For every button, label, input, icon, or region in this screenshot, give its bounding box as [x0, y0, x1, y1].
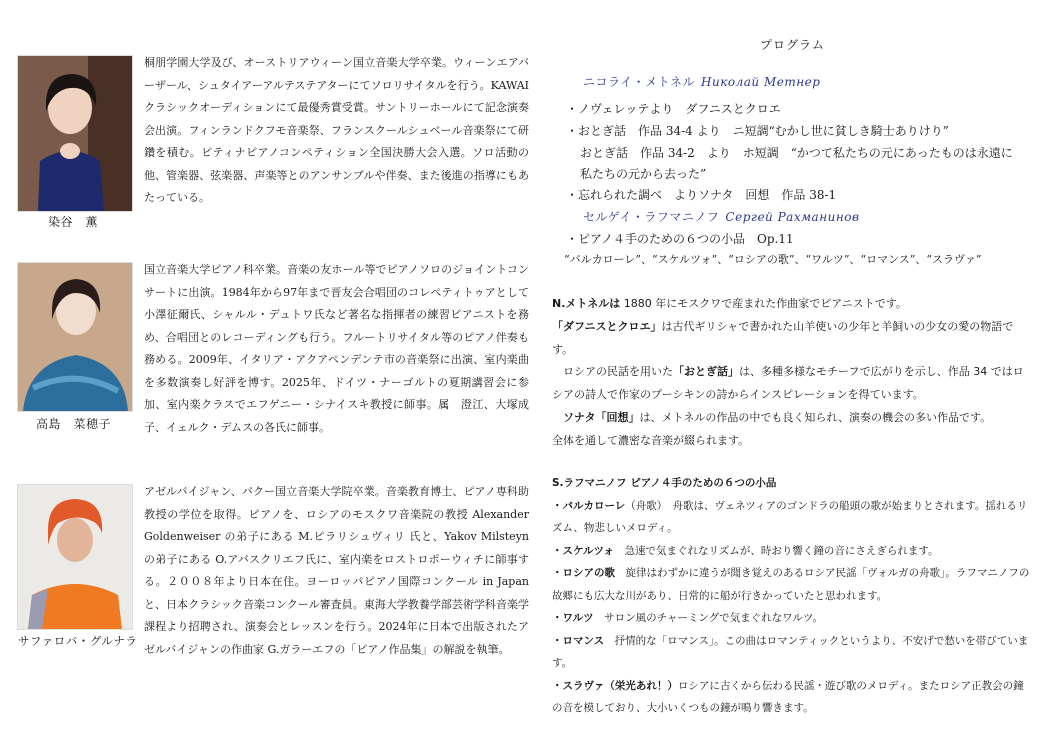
notes-medtner [552, 293, 1027, 453]
notes-rachmaninoff [552, 472, 1032, 720]
note-item [552, 495, 1032, 540]
note-text: サロン風のチャーミングで気まぐれなワルツ。 [593, 612, 824, 624]
composer-medtner [583, 73, 820, 90]
note-text: 旋律はわずかに違うが聞き覚えのあるロシア民謡「ヴォルガの舟歌」。ラフマニノフの故郷にも広大な川があり、日常的に船が行きかっていたと思われます。 [552, 567, 1030, 602]
note-bold: N.メトネルは [552, 297, 621, 310]
note-line [552, 361, 1027, 407]
program-item: 私たちの元から去った” [580, 167, 707, 181]
performer-bio-1 [144, 52, 529, 210]
performer-bio-2 [144, 259, 529, 439]
note-text: は、メトネルの作品の中でも良く知られ、演奏の機会の多い作品です。 [639, 410, 992, 424]
note-bold: ソナタ「回想」 [563, 410, 640, 424]
note-line [552, 407, 1027, 430]
note-bold: 「ダフニスとクロエ」 [552, 319, 662, 333]
note-bold: ・ロシアの歌 [552, 567, 615, 579]
note-text: ロシアの民話を用いた [552, 365, 673, 379]
program-item: “バルカローレ”、“スケルツォ”、“ロシアの歌”、“ワルツ”、“ロマンス”、“スラヴァ” [564, 253, 982, 266]
note-bold: ・バルカローレ [552, 499, 626, 512]
note-line: 全体を通して濃密な音楽が綴られます。 [552, 433, 750, 447]
note-text: は古代ギリシャで書かれた山羊使いの少年と羊飼いの少女の愛の物語です。 [552, 319, 1014, 356]
note-text: 急速で気まぐれなリズムが、時おり響く鐘の音にさえぎられます。 [614, 544, 939, 557]
bio-text: アゼルバイジャン、バクー国立音楽大学院卒業。音楽教育博士、ピアノ専科助教授の学位を取得。ピアノを、ロシアのモスクワ音楽院の教授 Alexander Goldenweiser の弟子にある M.ピラリシュヴィリ 氏と、Yakov Milsteyn の弟子にある O.アバスクリエフ氏に、室内楽をロストロポーウィチに師事する。２００８年より日本在住。ヨーロッパピアノ国際コンクール in Japan と、日本クラシック音楽コンクール審査員。東海大学教養学部芸術学科音楽学課程より招聘され、演奏会とレッスンを行う。2024年に日本で出版されたアゼルバイジャンの作曲家 G.ガラーエフの「ピアノ作品集」の解説を執筆。 [144, 485, 529, 656]
note-line [552, 316, 1027, 362]
note-text: ロシアに古くから伝わる民謡・遊び歌のメロディ。またロシア正教会の鐘の音を模しており、大小いくつもの鐘が鳴り響きます。 [552, 679, 1024, 714]
note-item [552, 562, 1032, 607]
program-item: ・ノヴェレッテより ダフニスとクロエ [566, 102, 781, 116]
note-bold: ・ロマンス [552, 634, 605, 647]
composer-jp: ニコライ・メトネル [583, 75, 696, 89]
composer-jp: セルゲイ・ラフマニノフ [583, 210, 720, 224]
note-bold: S.ラフマニノフ ピアノ４手のための６つの小品 [552, 477, 777, 489]
performer-photo-3 [17, 484, 133, 630]
note-bold: ・スケルツォ [552, 544, 615, 557]
bio-text: 国立音楽大学ピアノ科卒業。音楽の友ホール等でピアノソロのジョイントコンサートに出演。1984年から97年まで晋友会合唱団のコレペティトゥアとして小澤征爾氏、シャルル・デュトワ氏など著名な指揮者の練習ピアニストを務め、合唱団とのレコーディングも行う。フルートリサイタル等のピアノ伴奏も務める。2009年、イタリア・アクアペンデンテ市の音楽祭に出演、室内楽曲を多数演奏し好評を博す。2025年、ドイツ・ナーゴルトの夏期講習会に参加、室内楽クラスでエフゲニー・シナイスキ教授に師事。属 澄江、大塚成子、イェルク・デムスの各氏に師事。 [144, 263, 529, 434]
note-bold: 「おとぎ話」 [673, 365, 739, 379]
note-text [552, 411, 563, 424]
note-item [552, 675, 1032, 720]
program-item: ・忘れられた調べ よりソナタ 回想 作品 38-1 [566, 188, 837, 202]
composer-ru: Николай Метнер [701, 75, 821, 89]
note-item [552, 607, 1032, 630]
note-text: は、多種多様なモチーフで広がりを示し、作品 34 ではロシアの詩人で作家のプーシキンの詩からインスピレーションを得ています。 [552, 365, 1024, 402]
note-text: 1880 年にモスクワで産まれた作曲家でピアニストです。 [620, 297, 907, 310]
composer-ru: Сергей Рахманинов [725, 210, 860, 224]
composer-rachmaninoff [583, 208, 859, 225]
program-item: ・おとぎ話 作品 34-4 より ニ短調“むかし世に貧しき騎士ありけり” [566, 124, 949, 138]
note-bold: ・ワルツ [552, 612, 594, 624]
performer-photo-2 [17, 262, 133, 412]
bio-text: 桐朋学園大学及び、オーストリアウィーン国立音楽大学卒業。ウィーンエアバーザール、シュタイアーアルテステアターにてソロリサイタルを行う。KAWAIクラシックオーディションにて最優秀賞受賞。サントリーホールにて記念演奏会出演。フィンランドクフモ音楽祭、フランスクールシュベール音楽祭にて研鑽を積む。ピティナピアノコンペティション全国決勝大会入選。ソロ活動の他、管楽器、弦楽器、声楽等とのアンサンブルや伴奏、また後進の指導にもあたっている。 [144, 56, 529, 204]
program-item: ・ピアノ４手のための６つの小品 Op.11 [566, 232, 794, 246]
program-item: おとぎ話 作品 34-2 より ホ短調 “かつて私たちの元にあったものは永遠に [580, 146, 1013, 160]
performer-name-3: サファロバ・グルナラ [18, 634, 138, 648]
note-item [552, 630, 1032, 675]
performer-bio-3 [144, 481, 529, 661]
performer-name-1: 染谷 薫 [48, 215, 99, 229]
note-item [552, 540, 1032, 563]
note-text: （舟歌） 舟歌は、ヴェネツィアのゴンドラの船頭の歌が始まりとされます。揺れるリズム、物悲しいメロディ。 [552, 499, 1028, 534]
note-line [552, 293, 1027, 316]
performer-name-2: 高島 菜穂子 [36, 417, 112, 431]
notes-heading [552, 472, 1032, 495]
note-bold: ・スラヴァ（栄光あれ！） [552, 679, 678, 692]
note-text: 抒情的な「ロマンス」。この曲はロマンティックというより、不安げで愁いを帯びています。 [552, 634, 1029, 669]
performer-photo-1 [17, 55, 133, 212]
program-title: プログラム [760, 38, 825, 52]
